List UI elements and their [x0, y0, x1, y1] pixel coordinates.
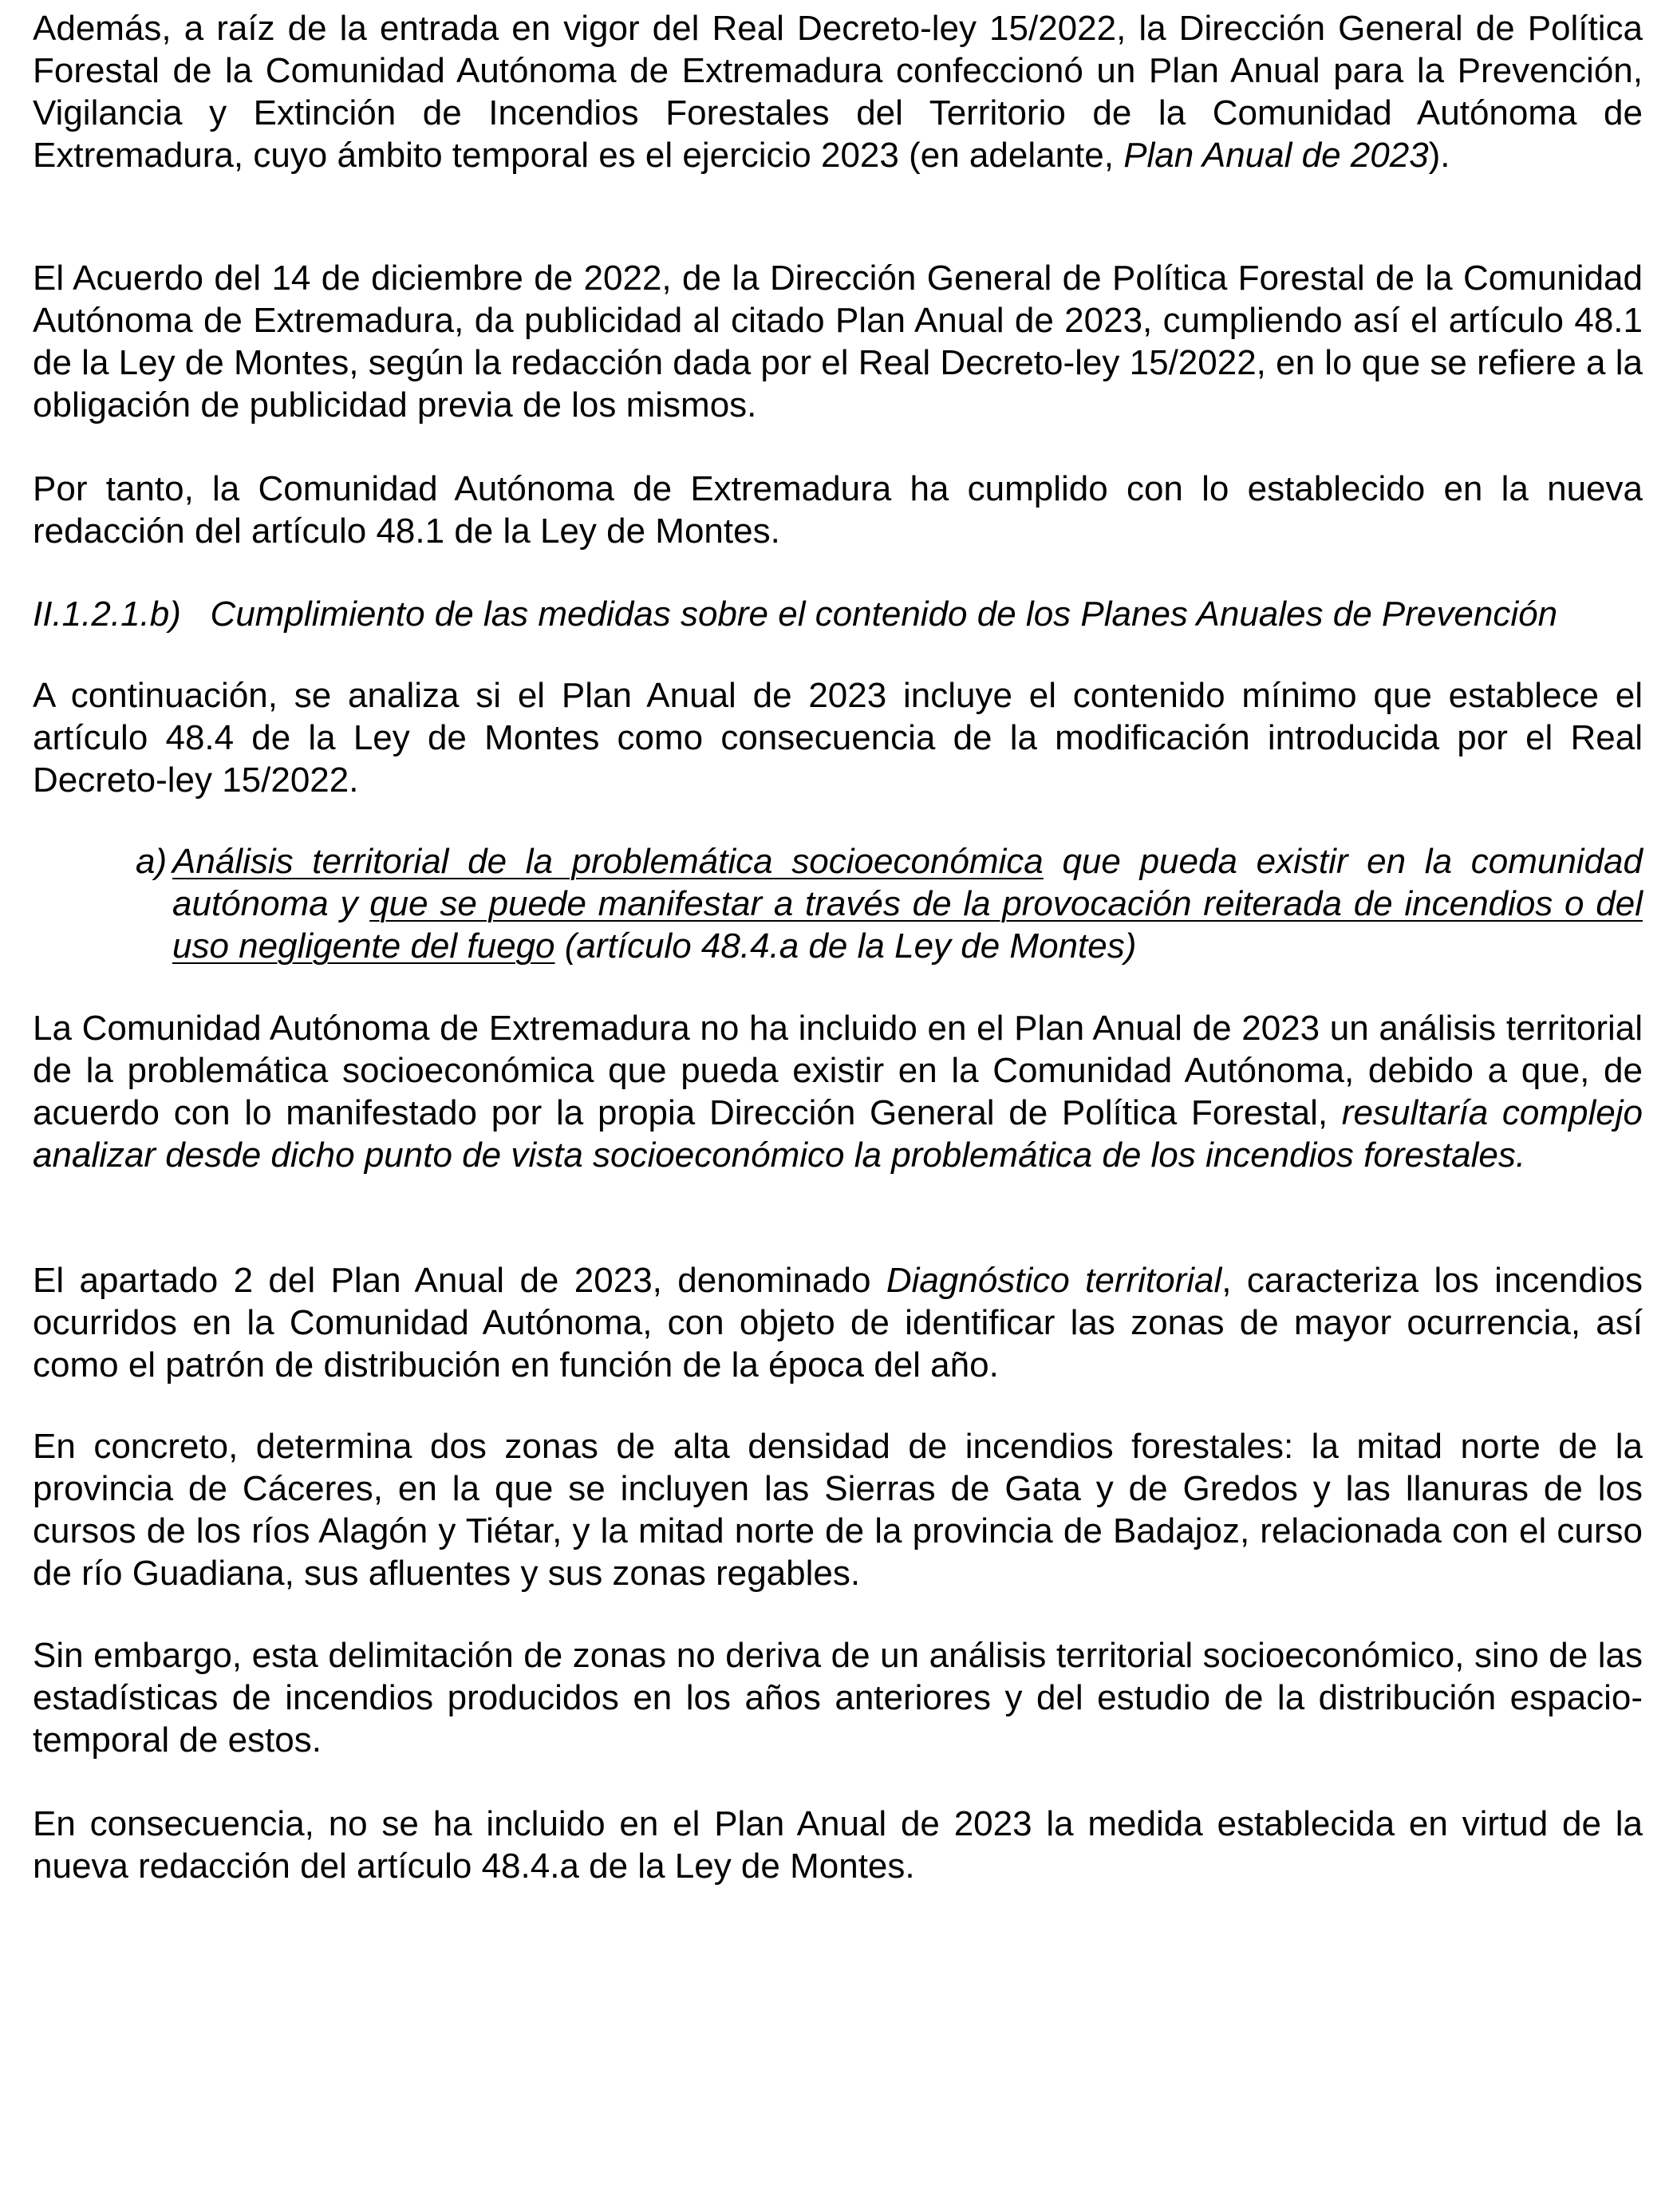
- paragraph-text: Además, a raíz de la entrada en vigor del Real Decreto-ley 15/2022, la Dirección General de Política Forestal de la Comunidad Autónoma de Extremadura confeccionó un Plan Anual para la Prevención, Vigilancia y Extinción de Incendios Forestales del Territorio de la Comunidad Autónoma de Extremadura, cuyo ámbito temporal es el ejercicio 2023 (en adelante,: [33, 9, 1643, 175]
- paragraph-text: El apartado 2 del Plan Anual de 2023, denominado: [33, 1261, 886, 1300]
- list-item-end: (artículo 48.4.a de la Ley de Montes): [554, 926, 1137, 966]
- section-heading: II.1.2.1.b) Cumplimiento de las medidas sobre el contenido de los Planes Anuales de Prevención: [33, 594, 1558, 634]
- list-item-a: [136, 840, 1643, 967]
- list-item-mid: que pueda existir en la comunidad autónoma y: [172, 842, 1643, 923]
- paragraph-diagnostico: [33, 1259, 1643, 1386]
- paragraph-consecuencia: En consecuencia, no se ha incluido en el Plan Anual de 2023 la medida establecida en virtud de la nueva redacción del artículo 48.4.a de la Ley de Montes.: [33, 1804, 1643, 1886]
- list-item-text: [172, 840, 1643, 967]
- list-marker: a): [136, 842, 168, 881]
- paragraph-conclusion-48-1: Por tanto, la Comunidad Autónoma de Extremadura ha cumplido con lo establecido en la nueva redacción del artículo 48.1 de la Ley de Montes.: [33, 469, 1643, 551]
- underlined-phrase-1: Análisis territorial de la problemática socioeconómica: [172, 842, 1044, 881]
- italic-term: Plan Anual de 2023: [1123, 136, 1429, 175]
- paragraph-plan-anual-intro: [33, 7, 1643, 176]
- paragraph-analysis-intro: A continuación, se analiza si el Plan Anual de 2023 incluye el contenido mínimo que establece el artículo 48.4 de la Ley de Montes como consecuencia de la modificación introducida por el Real Decreto-ley 15/2022.: [33, 676, 1643, 800]
- paragraph-text-end: , caracteriza los incendios ocurridos en la Comunidad Autónoma, con objeto de identificar las zonas de mayor ocurrencia, así como el patrón de distribución en función de la época del año.: [33, 1261, 1643, 1384]
- paragraph-text: La Comunidad Autónoma de Extremadura no ha incluido en el Plan Anual de 2023 un análisis territorial de la problemática socioeconómica que pueda existir en la Comunidad Autónoma, debido a que, de acuerdo con lo manifestado por la propia Dirección General de Política Forestal,: [33, 1009, 1643, 1132]
- paragraph-sin-embargo: Sin embargo, esta delimitación de zonas no deriva de un análisis territorial socioeconómico, sino de las estadísticas de incendios producidos en los años anteriores y del estudio de la distribución espacio-temporal de estos.: [33, 1636, 1643, 1760]
- paragraph-no-analysis: [33, 1007, 1643, 1176]
- italic-term: Diagnóstico territorial: [886, 1261, 1222, 1300]
- underlined-phrase-2: que se puede manifestar a través de la provocación reiterada de incendios o del uso negligente del fuego: [172, 884, 1643, 966]
- paragraph-text-end: ).: [1428, 136, 1450, 175]
- paragraph-acuerdo: El Acuerdo del 14 de diciembre de 2022, de la Dirección General de Política Forestal de la Comunidad Autónoma de Extremadura, da publicidad al citado Plan Anual de 2023, cumpliendo así el artículo 48.1 de la Ley de Montes, según la redacción dada por el Real Decreto-ley 15/2022, en lo que se refiere a la obligación de publicidad previa de los mismos.: [33, 259, 1643, 425]
- italic-quote: resultaría complejo analizar desde dicho punto de vista socioeconómico la problemática de los incendios forestales.: [33, 1093, 1643, 1175]
- paragraph-zonas: En concreto, determina dos zonas de alta densidad de incendios forestales: la mitad norte de la provincia de Cáceres, en la que se incluyen las Sierras de Gata y de Gredos y las llanuras de los cursos de los ríos Alagón y Tiétar, y la mitad norte de la provincia de Badajoz, relacionada con el curso de río Guadiana, sus afluentes y sus zonas regables.: [33, 1427, 1643, 1593]
